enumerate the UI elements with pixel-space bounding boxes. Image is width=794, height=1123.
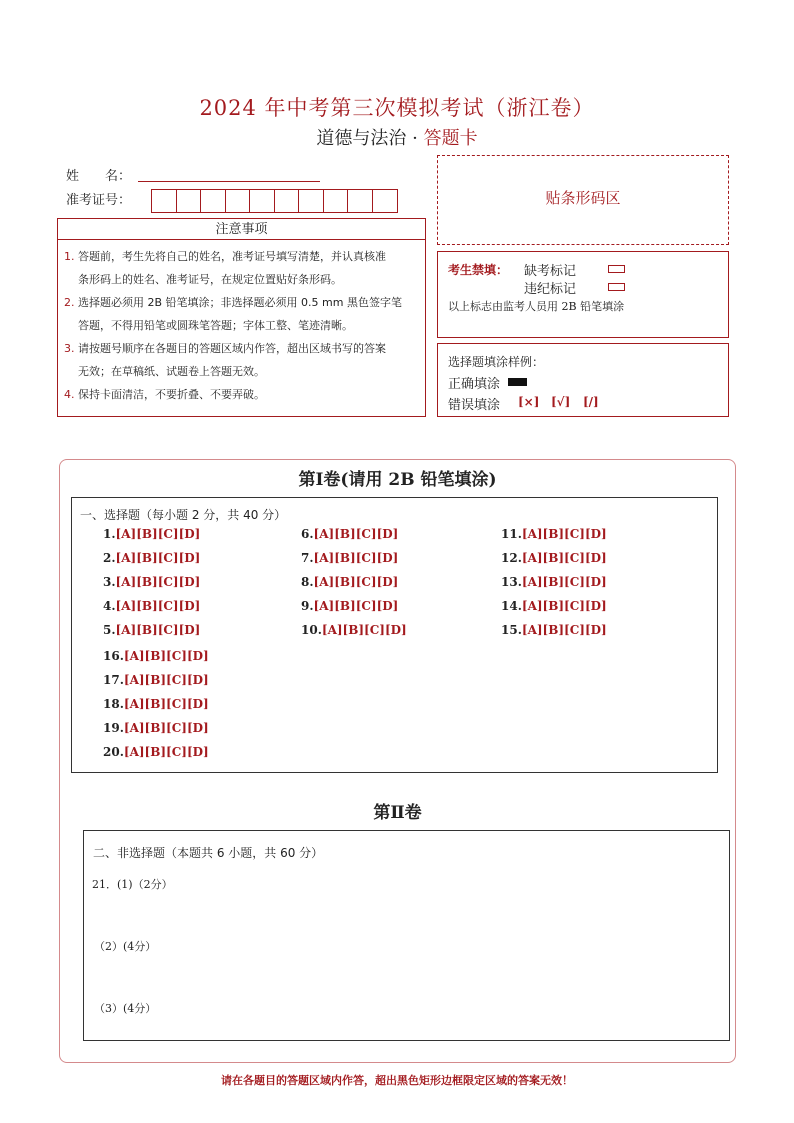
fill-sample-area	[437, 343, 729, 417]
absent-mark-box[interactable]	[608, 265, 625, 273]
correct-fill-label: 正确填涂	[448, 377, 501, 392]
question-4[interactable]: 4.[A][B][C][D]	[103, 599, 201, 613]
id-digit-box[interactable]	[177, 190, 202, 212]
question-2[interactable]: 2.[A][B][C][D]	[103, 551, 201, 565]
wrong-mark-check: [√]	[551, 395, 571, 409]
part1-title: 第Ⅰ卷(请用 2B 铅笔填涂)	[298, 470, 497, 490]
forbid-note: 以上标志由监考人员用 2B 铅笔填涂	[448, 300, 625, 313]
id-digit-box[interactable]	[299, 190, 324, 212]
question-1[interactable]: 1.[A][B][C][D]	[103, 527, 201, 541]
id-digit-box[interactable]	[152, 190, 177, 212]
subject-name: 道德与法治	[316, 128, 407, 149]
question-19[interactable]: 19.[A][B][C][D]	[103, 721, 209, 735]
violation-mark-label: 违纪标记	[524, 282, 577, 297]
question-8[interactable]: 8.[A][B][C][D]	[301, 575, 399, 589]
question-5[interactable]: 5.[A][B][C][D]	[103, 623, 201, 637]
q21-part1-label: 21．(1)（2分）	[92, 878, 173, 891]
question-3[interactable]: 3.[A][B][C][D]	[103, 575, 201, 589]
id-digit-box[interactable]	[373, 190, 398, 212]
notice-item: 3. 请按题号顺序在各题目的答题区域内作答，超出区域书写的答案	[64, 342, 386, 355]
absent-mark-label: 缺考标记	[524, 264, 577, 279]
id-digit-box[interactable]	[201, 190, 226, 212]
notice-item-cont: 无效；在草稿纸、试题卷上答题无效。	[78, 365, 265, 378]
question-14[interactable]: 14.[A][B][C][D]	[501, 599, 607, 613]
question-18[interactable]: 18.[A][B][C][D]	[103, 697, 209, 711]
subjective-section-label: 二、非选择题（本题共 6 小题，共 60 分）	[93, 846, 324, 860]
question-10[interactable]: 10.[A][B][C][D]	[301, 623, 407, 637]
part2-title: 第Ⅱ卷	[373, 803, 422, 823]
notice-heading: 注意事项	[57, 218, 426, 240]
notice-item: 1. 答题前，考生先将自己的姓名，准考证号填写清楚，并认真核准	[64, 250, 386, 263]
correct-fill-sample	[508, 378, 527, 386]
id-digit-box[interactable]	[275, 190, 300, 212]
notice-item-cont: 答题，不得用铅笔或圆珠笔答题；字体工整、笔迹清晰。	[78, 319, 353, 332]
question-17[interactable]: 17.[A][B][C][D]	[103, 673, 209, 687]
examiner-only-area	[437, 251, 729, 338]
question-9[interactable]: 9.[A][B][C][D]	[301, 599, 399, 613]
name-field[interactable]	[138, 180, 320, 182]
q21-part3-label: （3）(4分）	[94, 1002, 157, 1015]
exam-title: 2024 年中考第三次模拟考试（浙江卷）	[199, 96, 595, 120]
question-13[interactable]: 13.[A][B][C][D]	[501, 575, 607, 589]
footer-warning: 请在各题目的答题区域内作答，超出黑色矩形边框限定区域的答案无效！	[221, 1074, 573, 1087]
question-16[interactable]: 16.[A][B][C][D]	[103, 649, 209, 663]
question-7[interactable]: 7.[A][B][C][D]	[301, 551, 399, 565]
notice-item: 4. 保持卡面清洁，不要折叠、不要弄破。	[64, 388, 265, 401]
wrong-mark-x: [×]	[518, 395, 540, 409]
subtitle-separator: ·	[412, 128, 418, 149]
question-11[interactable]: 11.[A][B][C][D]	[501, 527, 607, 541]
question-12[interactable]: 12.[A][B][C][D]	[501, 551, 607, 565]
violation-mark-box[interactable]	[608, 283, 625, 291]
wrong-fill-label: 错误填涂	[448, 398, 501, 413]
exam-subtitle	[0, 124, 794, 150]
notice-body	[57, 240, 426, 417]
id-digit-box[interactable]	[348, 190, 373, 212]
q21-part2-label: （2）(4分）	[94, 940, 157, 953]
subjective-answer-box[interactable]	[83, 830, 730, 1041]
notice-item: 2. 选择题必须用 2B 铅笔填涂；非选择题必须用 0.5 mm 黑色签字笔	[64, 296, 402, 309]
notice-item-cont: 条形码上的姓名、准考证号，在规定位置贴好条形码。	[78, 273, 342, 286]
question-20[interactable]: 20.[A][B][C][D]	[103, 745, 209, 759]
id-digit-box[interactable]	[226, 190, 251, 212]
question-15[interactable]: 15.[A][B][C][D]	[501, 623, 607, 637]
answer-sheet-label: 答题卡	[423, 128, 478, 149]
barcode-area[interactable]: 贴条形码区	[437, 155, 729, 245]
id-label: 准考证号：	[66, 193, 132, 208]
id-digit-box[interactable]	[324, 190, 349, 212]
forbid-label: 考生禁填：	[448, 263, 509, 277]
name-label: 姓 名：	[66, 169, 132, 184]
id-digit-box[interactable]	[250, 190, 275, 212]
sample-title: 选择题填涂样例：	[448, 355, 545, 369]
question-6[interactable]: 6.[A][B][C][D]	[301, 527, 399, 541]
mcq-section-label: 一、选择题（每小题 2 分，共 40 分）	[80, 508, 287, 522]
wrong-mark-slash: [/]	[583, 395, 599, 409]
exam-id-boxes[interactable]	[151, 189, 398, 213]
